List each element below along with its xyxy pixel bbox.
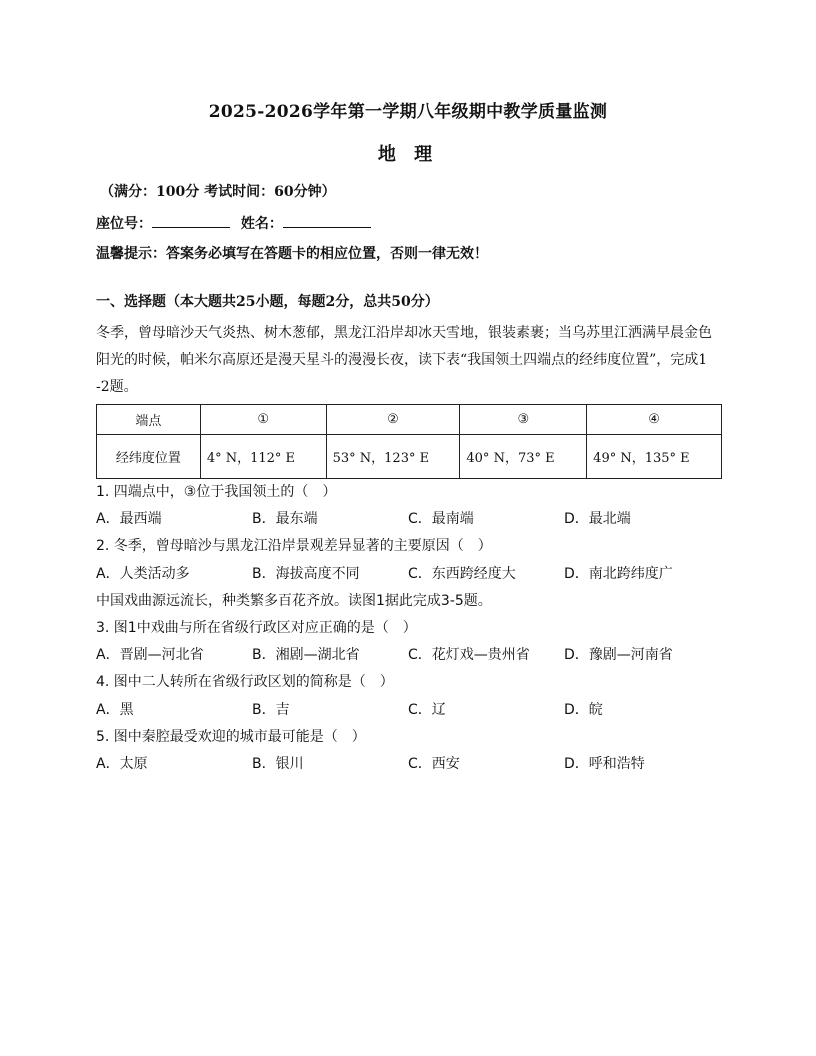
opera-intro: 中国戏曲源远流长，种类繁多百花齐放。读图1据此完成3-5题。 — [96, 593, 492, 609]
table-header-cell: ① — [200, 405, 326, 435]
exam-title: 2025-2026学年第一学期八年级期中教学质量监测 — [208, 102, 608, 122]
option-d[interactable]: D．南北跨纬度广 — [564, 566, 673, 582]
intro-line: -2题。 — [96, 379, 138, 395]
table-header-cell: ② — [326, 405, 460, 435]
option-d[interactable]: D．最北端 — [564, 511, 631, 527]
option-c[interactable]: C．东西跨经度大 — [408, 566, 516, 582]
question-5: 5. 图中秦腔最受欢迎的城市最可能是（ ） — [96, 729, 366, 745]
option-d[interactable]: D．皖 — [564, 702, 603, 718]
option-c[interactable]: C．西安 — [408, 756, 460, 772]
table-cell: 49° N，135° E — [587, 435, 722, 479]
option-c[interactable]: C．辽 — [408, 702, 446, 718]
option-b[interactable]: B．湘剧—湖北省 — [252, 647, 360, 663]
intro-line: 冬季，曾母暗沙天气炎热、树木葱郁，黑龙江沿岸却冰天雪地，银装素裹；当乌苏里江洒满早晨金色 — [96, 325, 712, 341]
table-header-cell: ③ — [460, 405, 587, 435]
section-heading: 一、选择题（本大题共25小题，每题2分，总共50分） — [96, 294, 439, 310]
table-cell: 40° N，73° E — [460, 435, 587, 479]
exam-info: （满分：100分 考试时间：60分钟） — [100, 184, 336, 200]
intro-paragraph — [96, 320, 722, 401]
option-a[interactable]: A．太原 — [96, 756, 148, 772]
table-header-cell: 端点 — [97, 405, 201, 435]
seat-name-line — [96, 213, 371, 233]
seat-label: 座位号： — [96, 216, 152, 232]
option-b[interactable]: B．最东端 — [252, 511, 318, 527]
option-a[interactable]: A．晋剧—河北省 — [96, 647, 204, 663]
question-2: 2. 冬季，曾母暗沙与黑龙江沿岸景观差异显著的主要原因（ ） — [96, 538, 492, 554]
question-1: 1. 四端点中，③位于我国领土的（ ） — [96, 484, 337, 500]
intro-line: 阳光的时候，帕米尔高原还是漫天星斗的漫漫长夜，读下表“我国领土四端点的经纬度位置”，完成1 — [96, 352, 708, 368]
option-b[interactable]: B．吉 — [252, 702, 290, 718]
option-b[interactable]: B．银川 — [252, 756, 304, 772]
option-c[interactable]: C．最南端 — [408, 511, 474, 527]
name-label: 姓名： — [240, 216, 283, 232]
option-a[interactable]: A．黑 — [96, 702, 134, 718]
table-cell: 53° N，123° E — [326, 435, 460, 479]
table-cell: 经纬度位置 — [97, 435, 201, 479]
notice: 温馨提示：答案务必填写在答题卡的相应位置，否则一律无效！ — [96, 246, 488, 262]
option-a[interactable]: A．人类活动多 — [96, 566, 190, 582]
option-b[interactable]: B．海拔高度不同 — [252, 566, 360, 582]
table-cell: 4° N，112° E — [200, 435, 326, 479]
subject-title: 地 理 — [377, 144, 439, 165]
question-3: 3. 图1中戏曲与所在省级行政区对应正确的是（ ） — [96, 620, 417, 636]
name-blank[interactable] — [283, 213, 371, 228]
question-4: 4. 图中二人转所在省级行政区划的简称是（ ） — [96, 674, 394, 690]
coordinates-table — [96, 404, 722, 479]
seat-blank[interactable] — [152, 213, 230, 228]
table-header-cell: ④ — [587, 405, 722, 435]
option-a[interactable]: A．最西端 — [96, 511, 162, 527]
option-d[interactable]: D．豫剧—河南省 — [564, 647, 673, 663]
option-c[interactable]: C．花灯戏—贵州省 — [408, 647, 530, 663]
option-d[interactable]: D．呼和浩特 — [564, 756, 645, 772]
